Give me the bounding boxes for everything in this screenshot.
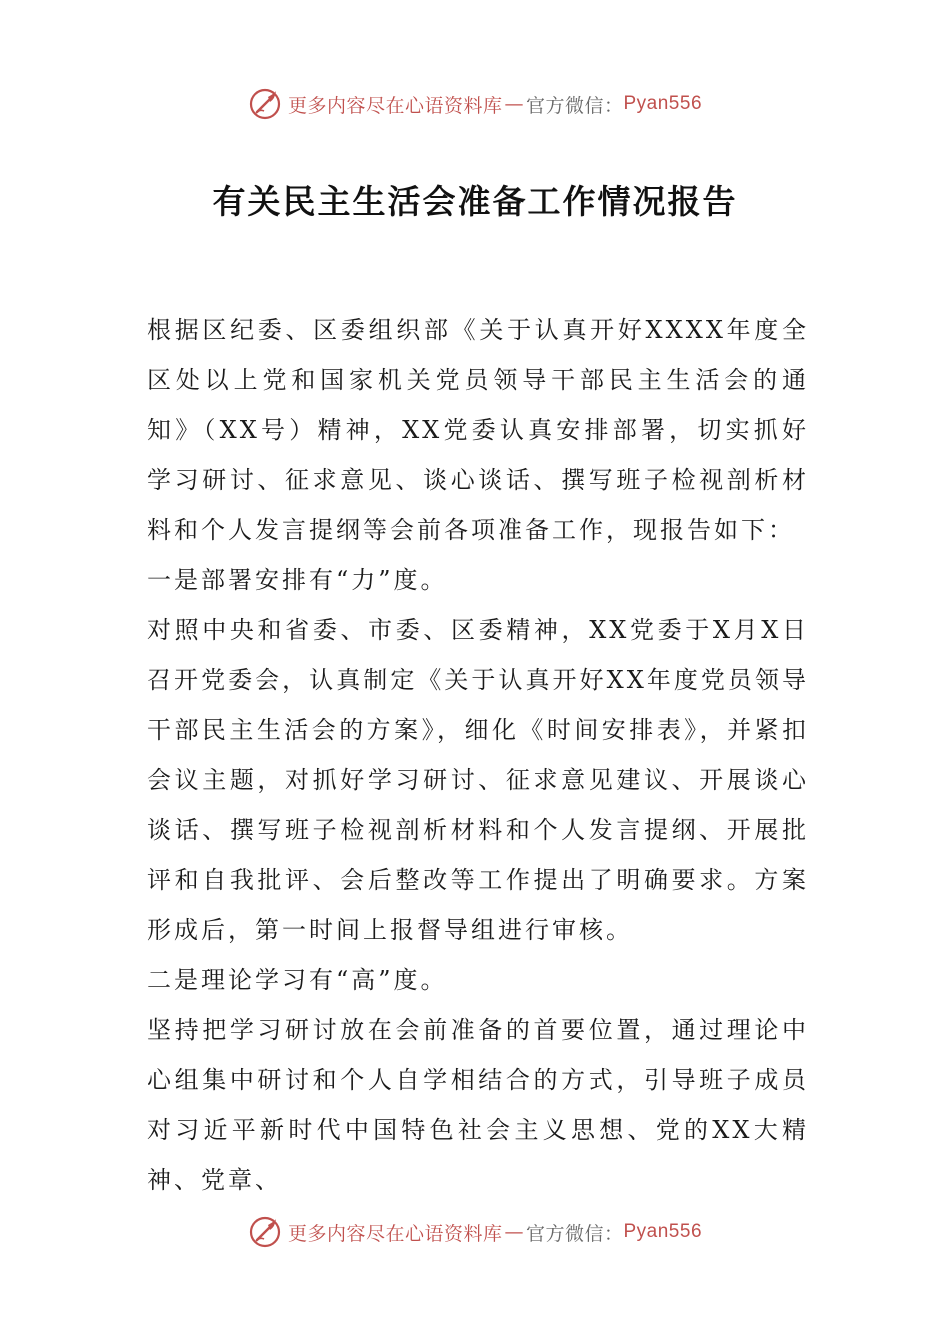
banner-official-label: 官方微信： xyxy=(525,94,624,117)
document-body xyxy=(147,305,809,1205)
banner-official-label: 官方微信： xyxy=(525,1222,624,1245)
paragraph-intro: 根据区纪委、区委组织部《关于认真开好XXXX年度全区处以上党和国家机关党员领导干部民主生活会的通知》（XX号）精神，XX党委认真安排部署，切实抓好学习研讨、征求意见、谈心谈话、撰写班子检视剖析材料和个人发言提纲等会前各项准备工作，现报告如下： xyxy=(147,316,809,544)
section-heading-2: 二是理论学习有“高”度。 xyxy=(147,966,448,994)
document-title: 有关民主生活会准备工作情况报告 xyxy=(212,182,738,221)
header-watermark-banner xyxy=(0,82,950,126)
banner-brand-text: 更多内容尽在心语资料库 xyxy=(287,94,503,117)
footer-watermark-banner xyxy=(0,1210,950,1254)
banner-wechat-id: Pyan556 xyxy=(623,93,703,114)
banner-dash: — xyxy=(504,93,524,115)
banner-brand-text: 更多内容尽在心语资料库 xyxy=(287,1222,503,1245)
paragraph-section-1: 对照中央和省委、市委、区委精神，XX党委于X月X日召开党委会，认真制定《关于认真开好XX年度党员领导干部民主生活会的方案》，细化《时间安排表》，并紧扣会议主题，对抓好学习研讨、征求意见建议、开展谈心谈话、撰写班子检视剖析材料和个人发言提纲、开展批评和自我批评、会后整改等工作提出了明确要求。方案形成后，第一时间上报督导组进行审核。 xyxy=(147,616,809,944)
quill-logo-icon xyxy=(248,87,282,121)
banner-dash: — xyxy=(504,1221,524,1243)
quill-logo-icon xyxy=(248,1215,282,1249)
section-heading-1: 一是部署安排有“力”度。 xyxy=(147,566,448,594)
banner-wechat-id: Pyan556 xyxy=(623,1221,703,1242)
paragraph-section-2: 坚持把学习研讨放在会前准备的首要位置，通过理论中心组集中研讨和个人自学相结合的方式，引导班子成员对习近平新时代中国特色社会主义思想、党的XX大精神、党章、 xyxy=(147,1016,809,1194)
